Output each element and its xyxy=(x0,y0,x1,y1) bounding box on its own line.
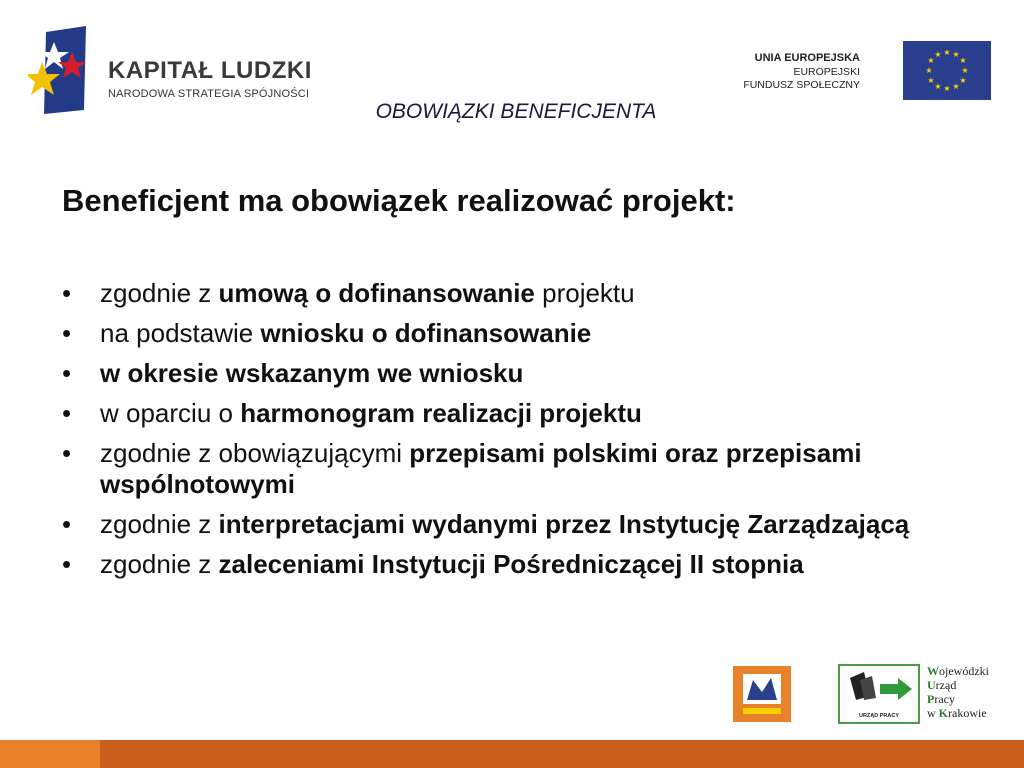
wup-initial: K xyxy=(938,706,949,720)
wup-initial: U xyxy=(927,678,936,692)
malopolska-logo-icon xyxy=(733,666,791,722)
eu-logo-text xyxy=(743,52,860,93)
svg-text:★: ★ xyxy=(952,82,960,91)
svg-text:★: ★ xyxy=(934,82,942,91)
list-item xyxy=(62,318,952,349)
svg-text:★: ★ xyxy=(959,56,967,65)
item-text: zgodnie z xyxy=(100,278,219,308)
urzad-pracy-caption: URZĄD PRACY xyxy=(858,713,900,719)
bullet-icon: • xyxy=(62,438,72,468)
kapital-ludzki-subtitle: NARODOWA STRATEGIA SPÓJNOŚCI xyxy=(108,88,310,100)
item-text: zgodnie z xyxy=(100,509,219,539)
wup-line xyxy=(927,692,989,706)
item-bold-text: umową o dofinansowanie xyxy=(218,278,535,308)
wup-word: rząd xyxy=(935,678,957,692)
wup-name xyxy=(927,664,989,720)
bullet-icon: • xyxy=(62,278,72,308)
item-bold-text: przepisami polskimi oraz przepisami wspólnotowymi xyxy=(100,438,862,499)
bottom-bar xyxy=(0,740,1024,768)
item-text: zgodnie z obowiązującymi xyxy=(100,438,410,468)
bottom-bar-accent xyxy=(0,740,100,768)
item-text: projektu xyxy=(534,278,635,308)
svg-text:★: ★ xyxy=(934,50,942,59)
svg-text:★: ★ xyxy=(943,48,951,57)
bullet-icon: • xyxy=(62,549,72,579)
list-item xyxy=(62,278,952,309)
svg-text:★: ★ xyxy=(943,84,951,93)
item-bold-text: zaleceniami Instytucji Pośredniczącej II stopnia xyxy=(218,549,804,579)
wup-word: w xyxy=(927,706,939,720)
svg-text:★: ★ xyxy=(927,56,935,65)
wup-initial: P xyxy=(927,692,935,706)
item-text: na podstawie xyxy=(100,318,261,348)
slide-heading: Beneficjent ma obowiązek realizować projekt: xyxy=(62,183,736,218)
eu-line-1: UNIA EUROPEJSKA xyxy=(754,52,860,64)
item-text: w oparciu o xyxy=(100,398,241,428)
svg-text:★: ★ xyxy=(952,50,960,59)
item-bold-text: wniosku o dofinansowanie xyxy=(260,318,592,348)
item-text: zgodnie z xyxy=(100,549,219,579)
wup-line xyxy=(927,706,989,720)
duties-list xyxy=(62,278,952,589)
wup-word: ojewódzki xyxy=(939,664,989,678)
bullet-icon: • xyxy=(62,398,72,428)
svg-text:★: ★ xyxy=(925,66,933,75)
urzad-pracy-emblem-icon xyxy=(840,666,918,710)
bullet-icon: • xyxy=(62,358,72,388)
eu-line-2: EUROPEJSKI xyxy=(793,65,860,78)
list-item xyxy=(62,509,952,540)
kapital-ludzki-title: KAPITAŁ LUDZKI xyxy=(108,57,312,84)
eu-logo xyxy=(743,40,995,102)
wup-line xyxy=(927,678,989,692)
svg-text:★: ★ xyxy=(927,76,935,85)
wup-line xyxy=(927,664,989,678)
wup-word: rakowie xyxy=(948,706,987,720)
urzad-pracy-logo xyxy=(838,664,920,724)
svg-text:★: ★ xyxy=(961,66,969,75)
bullet-icon: • xyxy=(62,318,72,348)
bullet-icon: • xyxy=(62,509,72,539)
wup-initial: W xyxy=(927,664,939,678)
svg-text:★: ★ xyxy=(959,76,967,85)
item-bold-text: harmonogram realizacji projektu xyxy=(240,398,642,428)
list-item xyxy=(62,438,952,500)
list-item xyxy=(62,398,952,429)
list-item xyxy=(62,358,952,389)
eu-flag-icon xyxy=(903,41,991,100)
slide-subtitle: OBOWIĄZKI BENEFICJENTA xyxy=(375,100,657,123)
list-item xyxy=(62,549,952,580)
eu-line-3: FUNDUSZ SPOŁECZNY xyxy=(743,79,860,91)
item-bold-text: w okresie wskazanym we wniosku xyxy=(100,358,524,388)
wup-word: racy xyxy=(934,692,955,706)
item-bold-text: interpretacjami wydanymi przez Instytucję Zarządzającą xyxy=(218,509,910,539)
